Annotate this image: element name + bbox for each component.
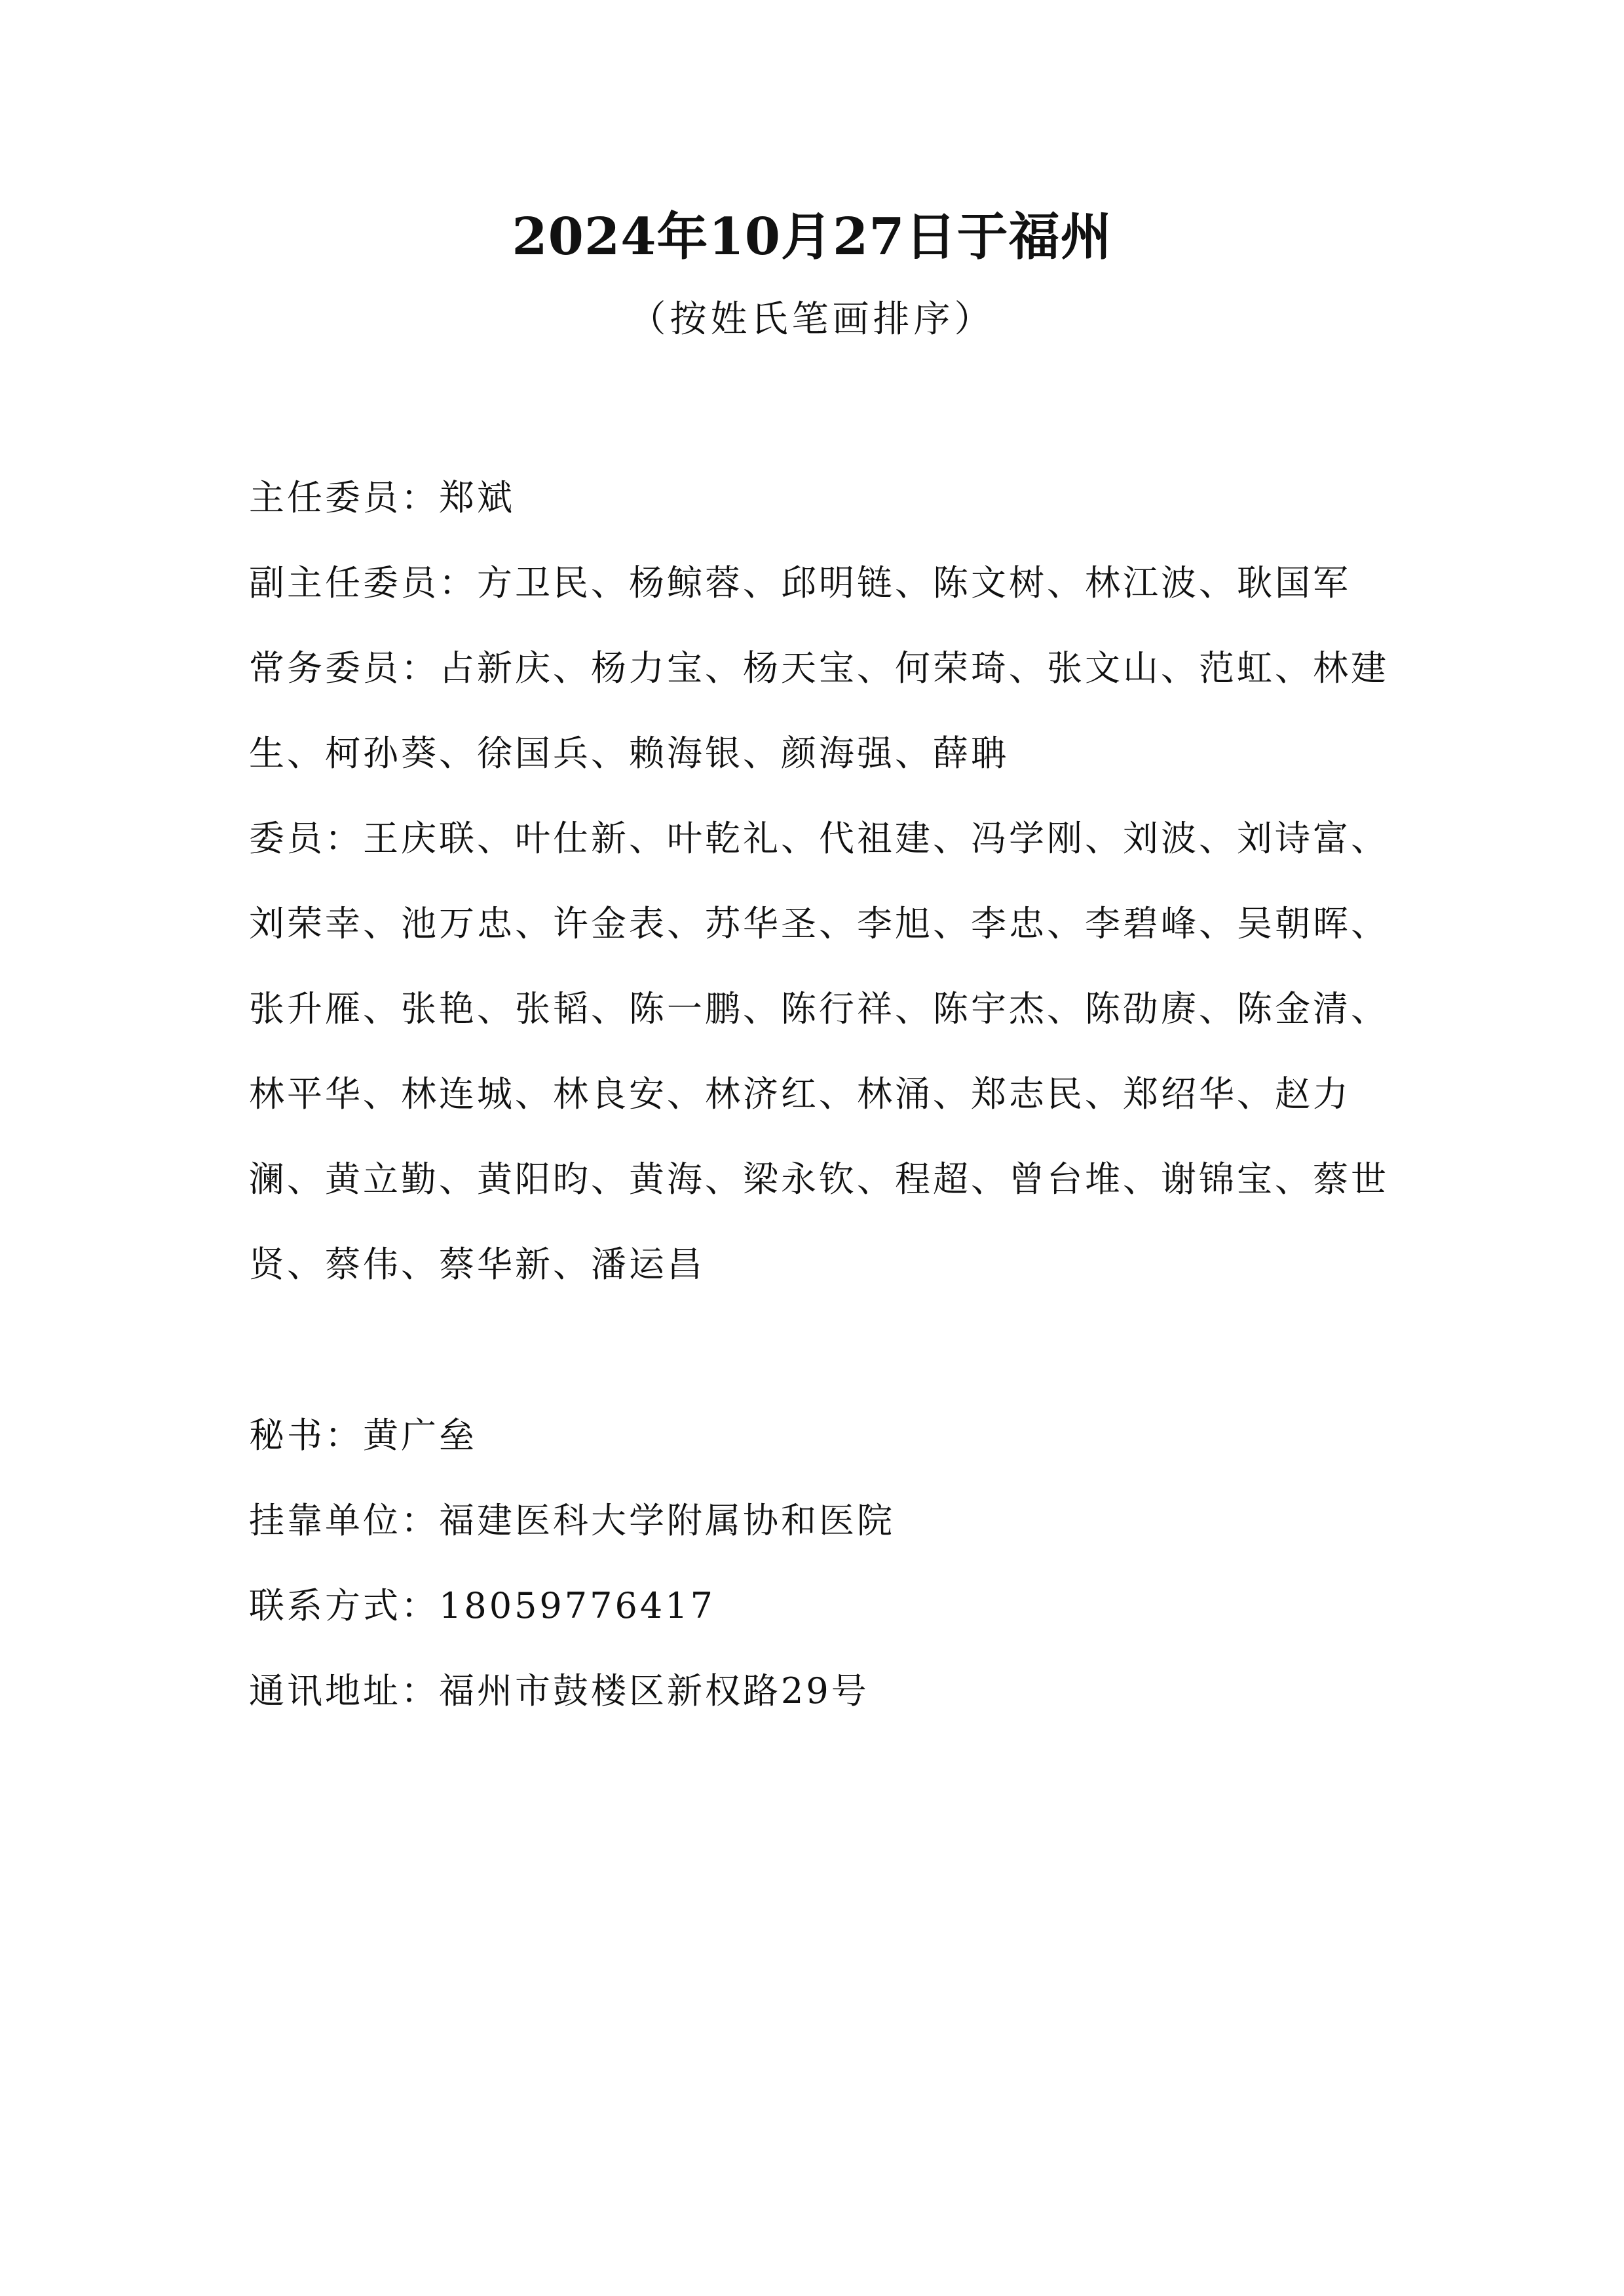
affiliation-line	[249, 1478, 1402, 1563]
vice-chairs-line	[249, 541, 1402, 626]
phone-value: 18059776417	[439, 1585, 715, 1626]
chair-names: 郑斌	[439, 477, 515, 518]
address-value: 福州市鼓楼区新权路29号	[439, 1670, 869, 1712]
phone-label: 联系方式：	[249, 1585, 439, 1626]
secretary-value: 黄广垒	[363, 1415, 477, 1456]
member-list	[249, 455, 1402, 1307]
chair-line	[249, 455, 1402, 541]
committee-line	[249, 796, 1402, 1307]
address-label: 通讯地址：	[249, 1670, 439, 1712]
secretary-label: 秘书：	[249, 1415, 363, 1456]
vice-chairs-names: 方卫民、杨鲸蓉、邱明链、陈文树、林江波、耿国军	[477, 562, 1351, 603]
address-line	[249, 1649, 1402, 1734]
standing-names: 占新庆、杨力宝、杨天宝、何荣琦、张文山、范虹、林建生、柯孙葵、徐国兵、赖海银、颜海强、薛聃	[249, 647, 1389, 774]
phone-line	[249, 1563, 1402, 1649]
vice-chairs-label: 副主任委员：	[249, 562, 477, 603]
committee-label: 委员：	[249, 818, 363, 859]
contact-info	[249, 1393, 1402, 1734]
affiliation-label: 挂靠单位：	[249, 1500, 439, 1541]
secretary-line	[249, 1393, 1402, 1478]
committee-names: 王庆联、叶仕新、叶乾礼、代祖建、冯学刚、刘波、刘诗富、刘荣幸、池万忠、许金表、苏华圣、李旭、李忠、李碧峰、吴朝晖、张升雁、张艳、张韬、陈一鹏、陈行祥、陈宇杰、陈劭赓、陈金清、林平华、林连城、林良安、林济红、林涌、郑志民、郑绍华、赵力澜、黄立勤、黄阳昀、黄海、梁永钦、程超、曾台堆、谢锦宝、蔡世贤、蔡伟、蔡华新、潘运昌	[249, 818, 1389, 1285]
standing-label: 常务委员：	[249, 647, 439, 689]
affiliation-value: 福建医科大学附属协和医院	[439, 1500, 895, 1541]
document-title: 2024年10月27日于福州	[512, 207, 1112, 267]
standing-line	[249, 626, 1402, 796]
chair-label: 主任委员：	[249, 477, 439, 518]
sort-note: （按姓氏笔画排序）	[629, 298, 995, 341]
